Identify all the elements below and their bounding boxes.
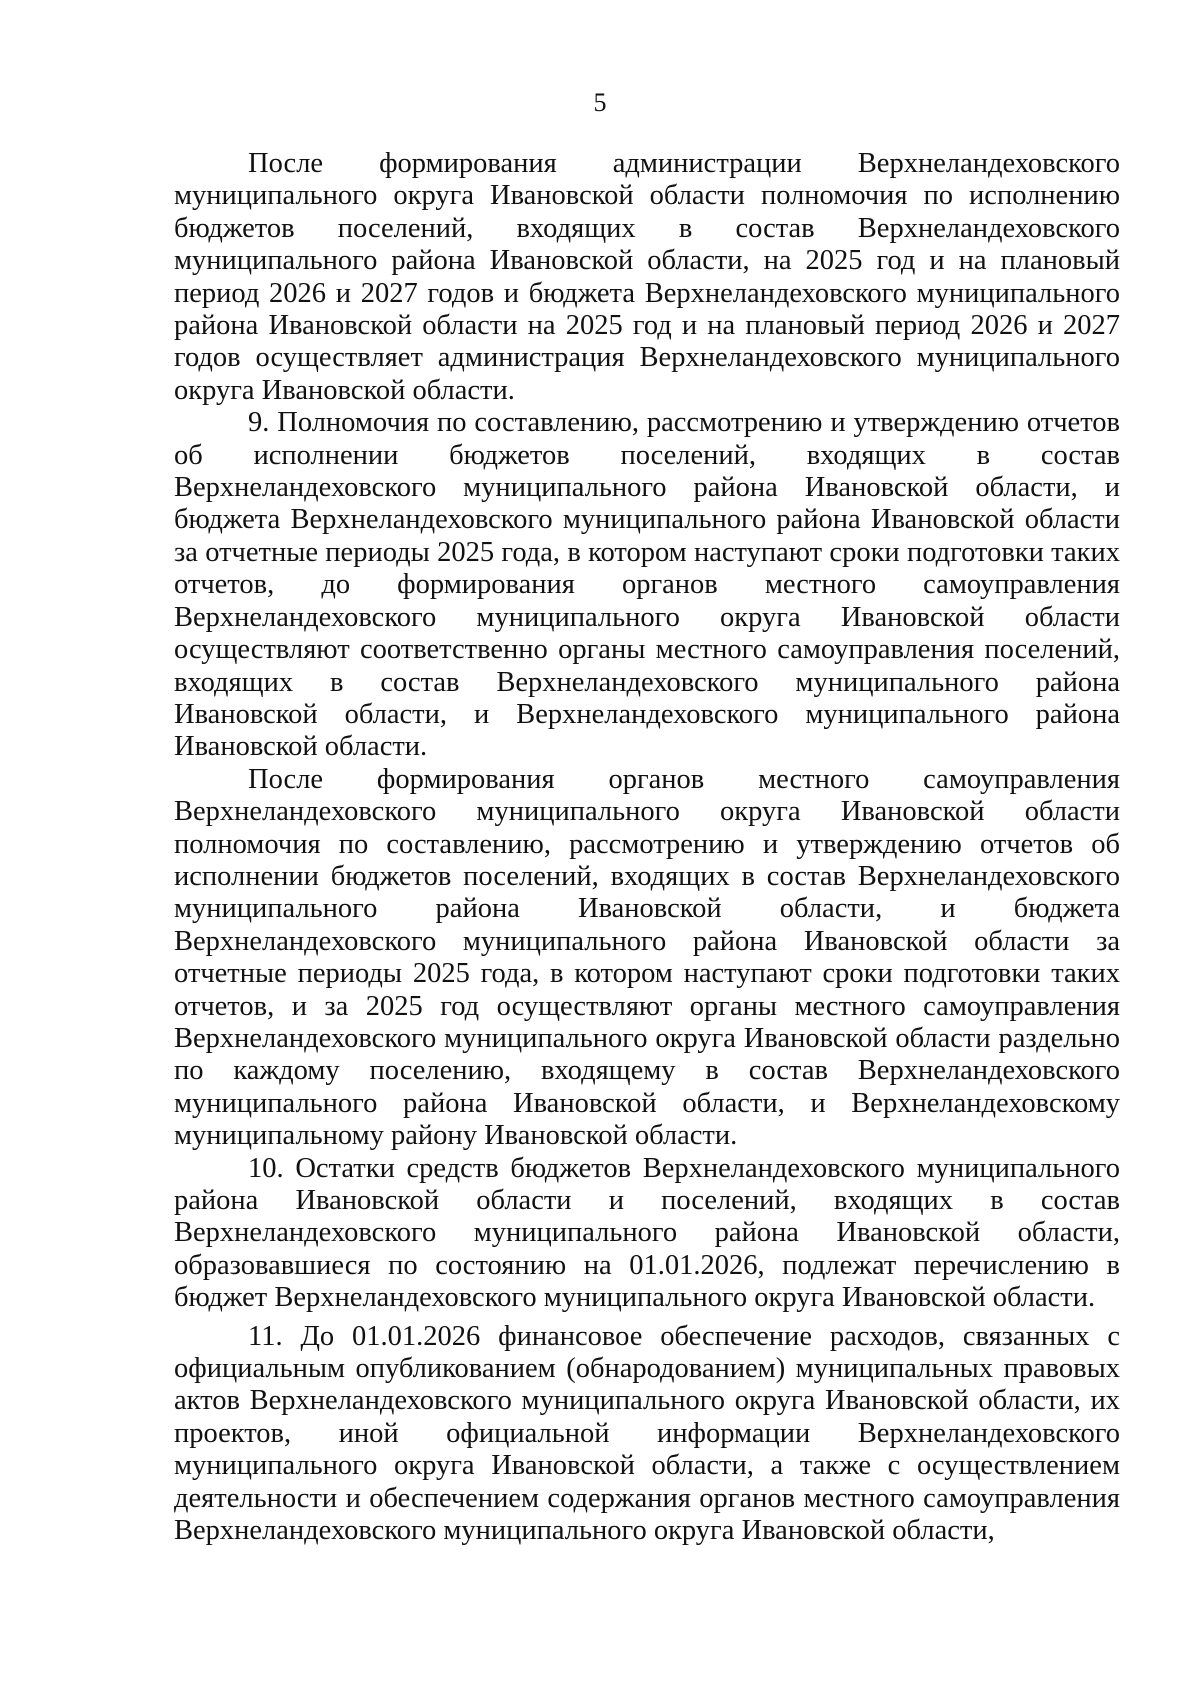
paragraph-item-9: 9. Полномочия по составлению, рассмотрению и утверждению отчетов об исполнении бюджетов поселений, входящих в состав Верхнеландеховского муниципального района Ивановской области, и бюджета Верхнеландеховского муниципального района Ивановской области за отчетные периоды 2025 года, в котором наступают сроки подготовки таких отчетов, до формирования органов местного самоуправления Верхнеландеховского муниципального округа Ивановской области осуществляют соответственно органы местного самоуправления поселений, входящих в состав Верхнеландеховского муниципального района Ивановской области, и Верхнеландеховского муниципального района Ивановской области. [174,407,1120,763]
paragraph-item-11: 11. До 01.01.2026 финансовое обеспечение расходов, связанных с официальным опубликованием (обнародованием) муниципальных правовых актов Верхнеландеховского муниципального округа Ивановской области, их проектов, иной официальной информации Верхнеландеховского муниципального округа Ивановской области, а также с осуществлением деятельности и обеспечением содержания органов местного самоуправления Верхнеландеховского муниципального округа Ивановской области, [174,1320,1120,1547]
page-number: 5 [593,88,607,117]
document-body [174,148,1120,1547]
paragraph-reporting-authority: После формирования органов местного самоуправления Верхнеландеховского муниципального округа Ивановской области полномочия по составлению, рассмотрению и утверждению отчетов об исполнении бюджетов поселений, входящих в состав Верхнеландеховского муниципального района Ивановской области, и бюджета Верхнеландеховского муниципального района Ивановской области за отчетные периоды 2025 года, в котором наступают сроки подготовки таких отчетов, и за 2025 год осуществляют органы местного самоуправления Верхнеландеховского муниципального округа Ивановской области раздельно по каждому поселению, входящему в состав Верхнеландеховского муниципального района Ивановской области, и Верхнеландеховскому муниципальному району Ивановской области. [174,763,1120,1152]
paragraph-item-10: 10. Остатки средств бюджетов Верхнеландеховского муниципального района Ивановской области и поселений, входящих в состав Верхнеландеховского муниципального района Ивановской области, образовавшиеся по состоянию на 01.01.2026, подлежат перечислению в бюджет Верхнеландеховского муниципального округа Ивановской области. [174,1152,1120,1314]
paragraph-budget-execution-authority: После формирования администрации Верхнеландеховского муниципального округа Ивановской области полномочия по исполнению бюджетов поселений, входящих в состав Верхнеландеховского муниципального района Ивановской области, на 2025 год и на плановый период 2026 и 2027 годов и бюджета Верхнеландеховского муниципального района Ивановской области на 2025 год и на плановый период 2026 и 2027 годов осуществляет администрация Верхнеландеховского муниципального округа Ивановской области. [174,148,1120,406]
